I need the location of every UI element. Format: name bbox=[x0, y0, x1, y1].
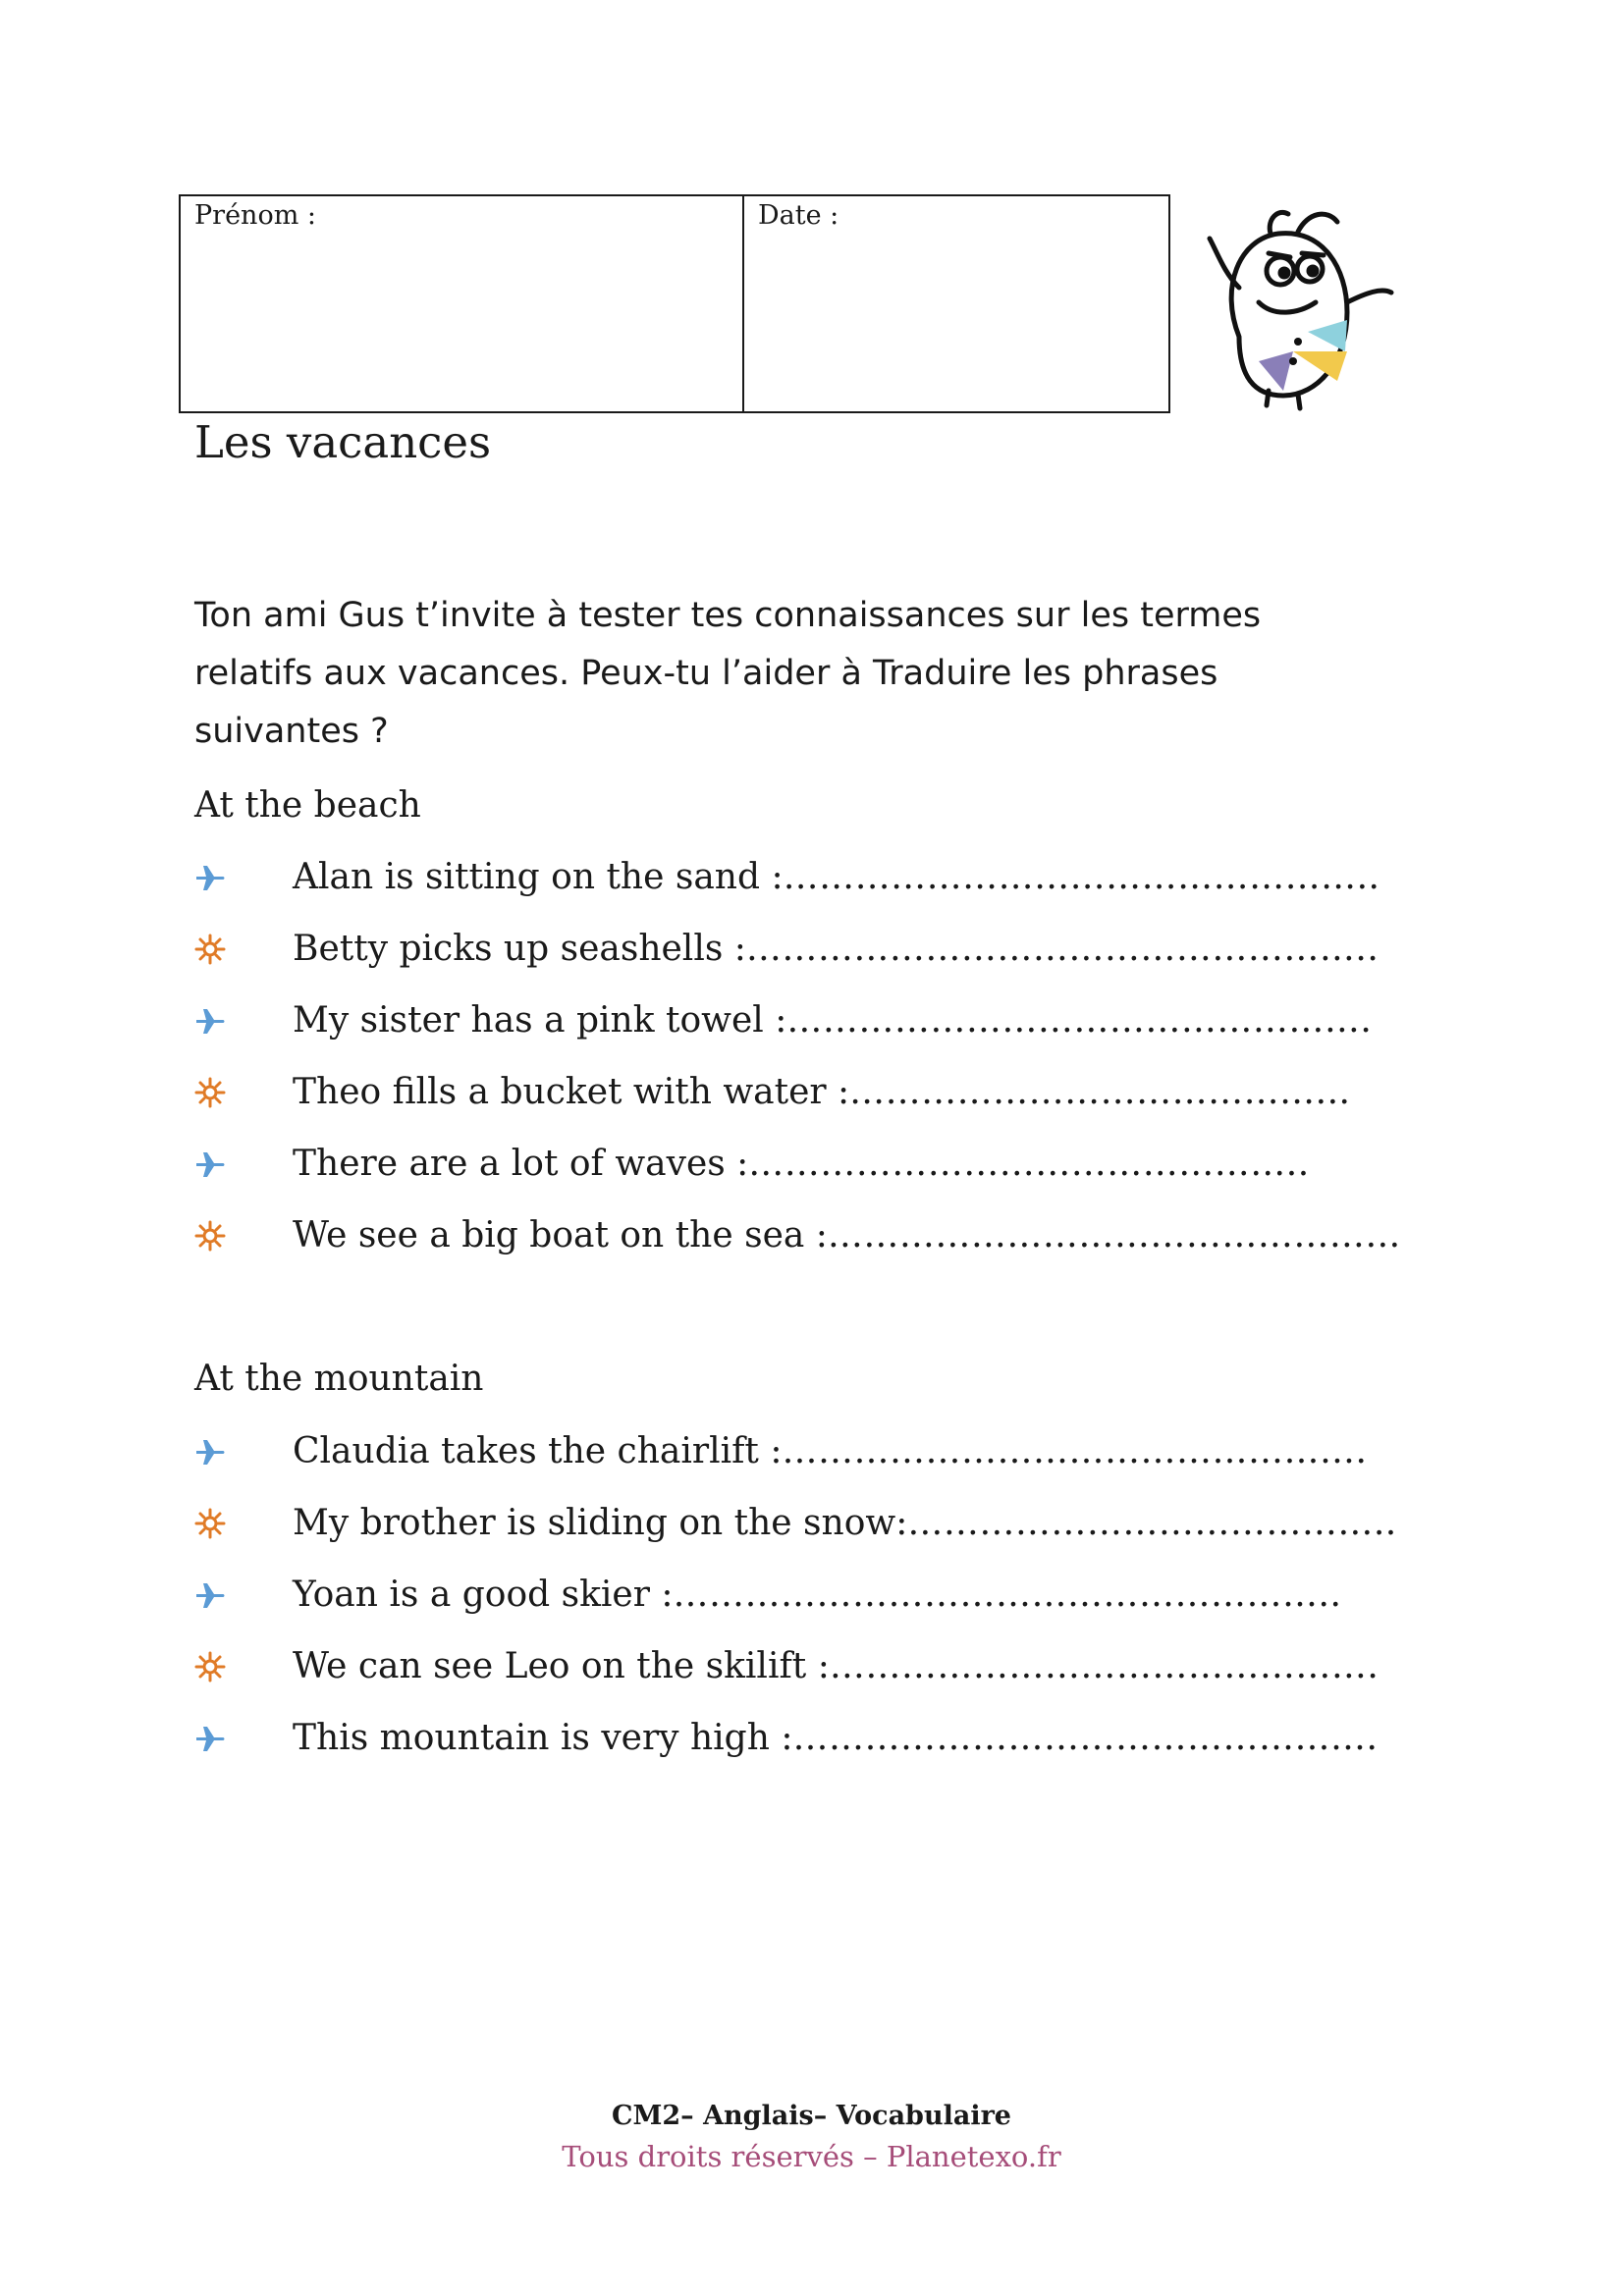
instructions-paragraph: Ton ami Gus t’invite à tester tes connaissances sur les termes relatifs aux vacances. Peux-tu l’aider à Traduire les phrases suivantes ? bbox=[194, 596, 1262, 751]
sun-icon bbox=[194, 1506, 293, 1541]
sun-icon bbox=[194, 1649, 293, 1684]
answer-blank[interactable]: ……………………………………….. bbox=[748, 1144, 1310, 1184]
beach-exercise-list bbox=[194, 841, 1471, 1271]
sentence-text: There are a lot of waves : bbox=[293, 1144, 749, 1184]
plane-icon bbox=[194, 1434, 293, 1469]
name-cell[interactable] bbox=[181, 196, 744, 411]
sentence-text: My sister has a pink towel : bbox=[293, 1000, 787, 1041]
sun-icon bbox=[194, 932, 293, 967]
section-heading-beach: At the beach bbox=[194, 785, 421, 826]
sun-icon bbox=[194, 1075, 293, 1110]
answer-blank[interactable]: ………………………………………. bbox=[829, 1646, 1380, 1686]
footer-credit: Tous droits réservés – Planetexo.fr bbox=[562, 2140, 1061, 2173]
sentence-text: Yoan is a good skier : bbox=[293, 1575, 674, 1615]
sentence-text: We see a big boat on the sea : bbox=[293, 1215, 828, 1255]
plane-icon bbox=[194, 1147, 293, 1182]
answer-blank[interactable]: ………………………………………… bbox=[827, 1215, 1401, 1255]
exercise-item bbox=[194, 1630, 1471, 1702]
answer-blank[interactable]: …………………………………………. bbox=[786, 1000, 1373, 1041]
plane-icon bbox=[194, 1003, 293, 1039]
exercise-item bbox=[194, 841, 1471, 913]
sentence-text: Betty picks up seashells : bbox=[293, 929, 746, 969]
exercise-item bbox=[194, 1559, 1471, 1630]
exercise-item bbox=[194, 1128, 1471, 1200]
sentence-text: Claudia takes the chairlift : bbox=[293, 1431, 783, 1471]
name-label: Prénom : bbox=[194, 200, 316, 231]
exercise-item bbox=[194, 913, 1471, 985]
date-label: Date : bbox=[758, 200, 839, 231]
exercise-item bbox=[194, 1056, 1471, 1128]
answer-blank[interactable]: …………………………………... bbox=[849, 1072, 1351, 1112]
section-heading-mountain: At the mountain bbox=[194, 1359, 484, 1399]
sentence-text: Theo fills a bucket with water : bbox=[293, 1072, 850, 1112]
sentence-text: Alan is sitting on the sand : bbox=[293, 857, 784, 897]
exercise-item bbox=[194, 1702, 1471, 1774]
answer-blank[interactable]: …………………………………………….. bbox=[745, 929, 1380, 969]
plane-icon bbox=[194, 1721, 293, 1756]
sun-icon bbox=[194, 1218, 293, 1254]
exercise-item bbox=[194, 1200, 1471, 1271]
answer-blank[interactable]: …………………………………………. bbox=[792, 1718, 1379, 1758]
sentence-text: We can see Leo on the skilift : bbox=[293, 1646, 830, 1686]
answer-blank[interactable]: ………………………………………….. bbox=[783, 857, 1380, 897]
exercise-item bbox=[194, 1487, 1471, 1559]
date-cell[interactable] bbox=[744, 196, 1168, 411]
exercise-item bbox=[194, 985, 1471, 1056]
mountain-exercise-list bbox=[194, 1415, 1471, 1774]
student-info-box bbox=[179, 194, 1170, 413]
sentence-text: My brother is sliding on the snow: bbox=[293, 1503, 908, 1543]
gus-mascot-illustration bbox=[1200, 194, 1406, 415]
sentence-text: This mountain is very high : bbox=[293, 1718, 793, 1758]
answer-blank[interactable]: ……………………………………………….. bbox=[673, 1575, 1342, 1615]
answer-blank[interactable]: ………………………………….. bbox=[907, 1503, 1397, 1543]
page-title: Les vacances bbox=[194, 416, 492, 468]
plane-icon bbox=[194, 1577, 293, 1613]
answer-blank[interactable]: …………………………………………. bbox=[782, 1431, 1368, 1471]
footer-course: CM2– Anglais– Vocabulaire bbox=[612, 2101, 1011, 2131]
plane-icon bbox=[194, 860, 293, 895]
exercise-item bbox=[194, 1415, 1471, 1487]
